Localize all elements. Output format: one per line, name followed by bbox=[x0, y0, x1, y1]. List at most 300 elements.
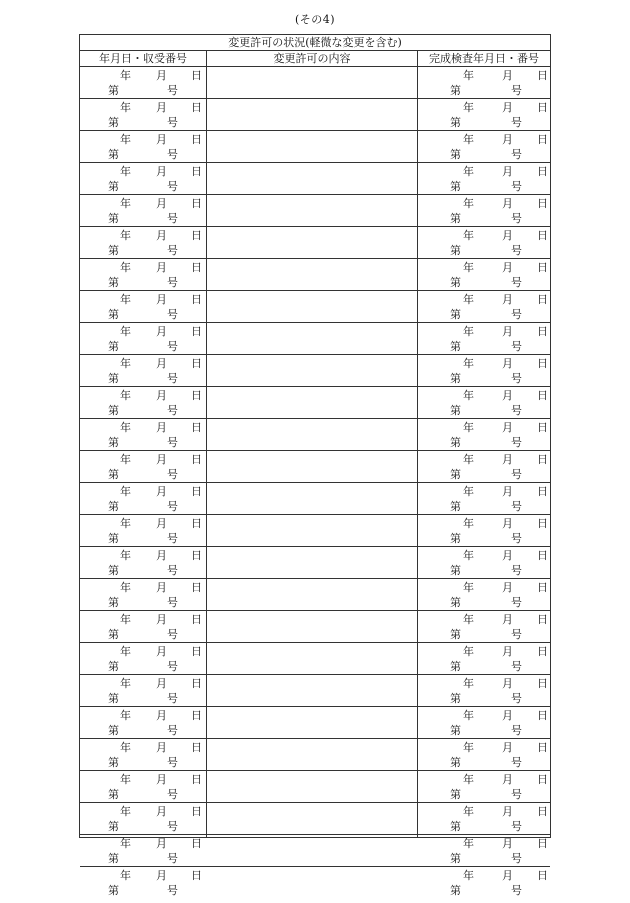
left-day-label: 日 bbox=[191, 229, 202, 242]
right-day-label: 日 bbox=[537, 869, 548, 882]
right-month-label: 月 bbox=[502, 133, 513, 146]
left-number-suffix: 号 bbox=[167, 884, 178, 897]
table-row bbox=[80, 707, 550, 739]
right-number-prefix: 第 bbox=[450, 756, 461, 769]
left-month-label: 月 bbox=[156, 709, 167, 722]
left-month-label: 月 bbox=[156, 549, 167, 562]
right-year-label: 年 bbox=[463, 133, 474, 146]
right-month-label: 月 bbox=[502, 549, 513, 562]
left-number-suffix: 号 bbox=[167, 180, 178, 193]
left-day-label: 日 bbox=[191, 133, 202, 146]
left-year-label: 年 bbox=[120, 805, 131, 818]
left-month-label: 月 bbox=[156, 133, 167, 146]
right-day-label: 日 bbox=[537, 485, 548, 498]
left-day-label: 日 bbox=[191, 389, 202, 402]
left-month-label: 月 bbox=[156, 421, 167, 434]
table-row bbox=[80, 419, 550, 451]
change-permit-table bbox=[79, 34, 551, 897]
right-month-label: 月 bbox=[502, 293, 513, 306]
right-month-label: 月 bbox=[502, 229, 513, 242]
right-day-label: 日 bbox=[537, 581, 548, 594]
left-month-label: 月 bbox=[156, 677, 167, 690]
left-day-label: 日 bbox=[191, 485, 202, 498]
table-title: 変更許可の状況(軽微な変更を含む) bbox=[80, 35, 550, 51]
left-month-label: 月 bbox=[156, 293, 167, 306]
left-month-label: 月 bbox=[156, 229, 167, 242]
right-year-label: 年 bbox=[463, 69, 474, 82]
change-content-cell[interactable] bbox=[208, 355, 416, 386]
change-content-cell[interactable] bbox=[208, 771, 416, 802]
right-number-suffix: 号 bbox=[511, 404, 522, 417]
right-number-prefix: 第 bbox=[450, 788, 461, 801]
change-content-cell[interactable] bbox=[208, 195, 416, 226]
left-number-prefix: 第 bbox=[108, 884, 119, 897]
right-year-label: 年 bbox=[463, 485, 474, 498]
left-year-label: 年 bbox=[120, 645, 131, 658]
right-number-prefix: 第 bbox=[450, 884, 461, 897]
left-number-prefix: 第 bbox=[108, 756, 119, 769]
table-row bbox=[80, 355, 550, 387]
left-day-label: 日 bbox=[191, 805, 202, 818]
left-number-prefix: 第 bbox=[108, 820, 119, 833]
left-year-label: 年 bbox=[120, 389, 131, 402]
left-number-prefix: 第 bbox=[108, 628, 119, 641]
left-number-prefix: 第 bbox=[108, 308, 119, 321]
right-day-label: 日 bbox=[537, 517, 548, 530]
left-year-label: 年 bbox=[120, 869, 131, 882]
left-number-suffix: 号 bbox=[167, 276, 178, 289]
right-month-label: 月 bbox=[502, 325, 513, 338]
left-day-label: 日 bbox=[191, 293, 202, 306]
right-number-suffix: 号 bbox=[511, 724, 522, 737]
left-day-label: 日 bbox=[191, 741, 202, 754]
left-number-suffix: 号 bbox=[167, 244, 178, 257]
right-number-prefix: 第 bbox=[450, 116, 461, 129]
left-day-label: 日 bbox=[191, 357, 202, 370]
right-day-label: 日 bbox=[537, 101, 548, 114]
right-month-label: 月 bbox=[502, 709, 513, 722]
left-year-label: 年 bbox=[120, 133, 131, 146]
right-number-prefix: 第 bbox=[450, 308, 461, 321]
right-month-label: 月 bbox=[502, 741, 513, 754]
left-month-label: 月 bbox=[156, 517, 167, 530]
right-month-label: 月 bbox=[502, 613, 513, 626]
right-year-label: 年 bbox=[463, 453, 474, 466]
right-day-label: 日 bbox=[537, 165, 548, 178]
table-row bbox=[80, 227, 550, 259]
right-number-prefix: 第 bbox=[450, 596, 461, 609]
left-day-label: 日 bbox=[191, 165, 202, 178]
change-content-cell[interactable] bbox=[208, 675, 416, 706]
table-row bbox=[80, 611, 550, 643]
right-month-label: 月 bbox=[502, 805, 513, 818]
right-day-label: 日 bbox=[537, 613, 548, 626]
right-number-prefix: 第 bbox=[450, 628, 461, 641]
change-content-cell[interactable] bbox=[208, 579, 416, 610]
left-number-prefix: 第 bbox=[108, 212, 119, 225]
left-number-suffix: 号 bbox=[167, 564, 178, 577]
left-day-label: 日 bbox=[191, 549, 202, 562]
left-number-suffix: 号 bbox=[167, 724, 178, 737]
left-day-label: 日 bbox=[191, 581, 202, 594]
change-content-cell[interactable] bbox=[208, 835, 416, 866]
right-number-prefix: 第 bbox=[450, 436, 461, 449]
right-number-suffix: 号 bbox=[511, 308, 522, 321]
left-day-label: 日 bbox=[191, 101, 202, 114]
right-number-suffix: 号 bbox=[511, 340, 522, 353]
left-year-label: 年 bbox=[120, 709, 131, 722]
left-number-prefix: 第 bbox=[108, 468, 119, 481]
left-year-label: 年 bbox=[120, 101, 131, 114]
table-row bbox=[80, 643, 550, 675]
change-content-cell[interactable] bbox=[208, 131, 416, 162]
left-day-label: 日 bbox=[191, 69, 202, 82]
right-day-label: 日 bbox=[537, 773, 548, 786]
right-day-label: 日 bbox=[537, 69, 548, 82]
right-day-label: 日 bbox=[537, 837, 548, 850]
right-number-suffix: 号 bbox=[511, 468, 522, 481]
right-number-suffix: 号 bbox=[511, 596, 522, 609]
left-number-suffix: 号 bbox=[167, 692, 178, 705]
left-number-prefix: 第 bbox=[108, 500, 119, 513]
left-number-suffix: 号 bbox=[167, 148, 178, 161]
left-number-suffix: 号 bbox=[167, 788, 178, 801]
right-month-label: 月 bbox=[502, 101, 513, 114]
left-number-prefix: 第 bbox=[108, 660, 119, 673]
right-year-label: 年 bbox=[463, 549, 474, 562]
change-content-cell[interactable] bbox=[208, 739, 416, 770]
right-number-prefix: 第 bbox=[450, 724, 461, 737]
table-row bbox=[80, 291, 550, 323]
left-year-label: 年 bbox=[120, 613, 131, 626]
left-day-label: 日 bbox=[191, 613, 202, 626]
left-number-suffix: 号 bbox=[167, 660, 178, 673]
header-date-receipt-number: 年月日・収受番号 bbox=[99, 52, 187, 65]
right-year-label: 年 bbox=[463, 581, 474, 594]
right-year-label: 年 bbox=[463, 709, 474, 722]
right-number-suffix: 号 bbox=[511, 660, 522, 673]
right-year-label: 年 bbox=[463, 869, 474, 882]
left-year-label: 年 bbox=[120, 677, 131, 690]
left-number-suffix: 号 bbox=[167, 212, 178, 225]
header-change-content: 変更許可の内容 bbox=[273, 52, 351, 65]
right-year-label: 年 bbox=[463, 165, 474, 178]
left-number-suffix: 号 bbox=[167, 340, 178, 353]
right-month-label: 月 bbox=[502, 165, 513, 178]
right-number-prefix: 第 bbox=[450, 84, 461, 97]
left-year-label: 年 bbox=[120, 741, 131, 754]
left-number-prefix: 第 bbox=[108, 372, 119, 385]
left-day-label: 日 bbox=[191, 197, 202, 210]
change-content-cell[interactable] bbox=[208, 99, 416, 130]
right-number-suffix: 号 bbox=[511, 84, 522, 97]
table-row bbox=[80, 387, 550, 419]
right-number-prefix: 第 bbox=[450, 660, 461, 673]
right-year-label: 年 bbox=[463, 517, 474, 530]
change-content-cell[interactable] bbox=[208, 547, 416, 578]
left-day-label: 日 bbox=[191, 517, 202, 530]
table-row bbox=[80, 771, 550, 803]
right-day-label: 日 bbox=[537, 421, 548, 434]
table-header-row bbox=[80, 51, 550, 67]
right-day-label: 日 bbox=[537, 197, 548, 210]
change-content-cell[interactable] bbox=[208, 451, 416, 482]
left-number-prefix: 第 bbox=[108, 724, 119, 737]
left-year-label: 年 bbox=[120, 549, 131, 562]
right-number-suffix: 号 bbox=[511, 628, 522, 641]
left-day-label: 日 bbox=[191, 645, 202, 658]
change-content-cell[interactable] bbox=[208, 387, 416, 418]
table-row bbox=[80, 323, 550, 355]
left-year-label: 年 bbox=[120, 485, 131, 498]
right-day-label: 日 bbox=[537, 741, 548, 754]
left-year-label: 年 bbox=[120, 517, 131, 530]
right-year-label: 年 bbox=[463, 645, 474, 658]
left-month-label: 月 bbox=[156, 69, 167, 82]
right-year-label: 年 bbox=[463, 197, 474, 210]
right-number-suffix: 号 bbox=[511, 884, 522, 897]
left-month-label: 月 bbox=[156, 773, 167, 786]
right-day-label: 日 bbox=[537, 133, 548, 146]
table-row bbox=[80, 515, 550, 547]
right-number-prefix: 第 bbox=[450, 148, 461, 161]
change-content-cell[interactable] bbox=[208, 707, 416, 738]
right-number-prefix: 第 bbox=[450, 500, 461, 513]
left-month-label: 月 bbox=[156, 357, 167, 370]
right-month-label: 月 bbox=[502, 357, 513, 370]
right-month-label: 月 bbox=[502, 485, 513, 498]
left-number-prefix: 第 bbox=[108, 148, 119, 161]
left-year-label: 年 bbox=[120, 453, 131, 466]
table-row bbox=[80, 483, 550, 515]
change-content-cell[interactable] bbox=[208, 259, 416, 290]
table-row bbox=[80, 163, 550, 195]
table-row bbox=[80, 579, 550, 611]
right-month-label: 月 bbox=[502, 837, 513, 850]
right-number-suffix: 号 bbox=[511, 180, 522, 193]
left-month-label: 月 bbox=[156, 453, 167, 466]
right-number-prefix: 第 bbox=[450, 532, 461, 545]
left-number-prefix: 第 bbox=[108, 84, 119, 97]
right-year-label: 年 bbox=[463, 357, 474, 370]
table-row bbox=[80, 867, 550, 898]
right-day-label: 日 bbox=[537, 325, 548, 338]
change-content-cell[interactable] bbox=[208, 163, 416, 194]
left-year-label: 年 bbox=[120, 581, 131, 594]
change-content-cell[interactable] bbox=[208, 611, 416, 642]
left-month-label: 月 bbox=[156, 261, 167, 274]
right-day-label: 日 bbox=[537, 261, 548, 274]
change-content-cell[interactable] bbox=[208, 323, 416, 354]
left-day-label: 日 bbox=[191, 421, 202, 434]
change-content-cell[interactable] bbox=[208, 67, 416, 98]
right-day-label: 日 bbox=[537, 805, 548, 818]
table-body bbox=[80, 67, 550, 898]
left-number-prefix: 第 bbox=[108, 564, 119, 577]
left-year-label: 年 bbox=[120, 165, 131, 178]
left-number-prefix: 第 bbox=[108, 436, 119, 449]
right-number-prefix: 第 bbox=[450, 468, 461, 481]
right-day-label: 日 bbox=[537, 549, 548, 562]
right-year-label: 年 bbox=[463, 677, 474, 690]
left-year-label: 年 bbox=[120, 69, 131, 82]
left-number-prefix: 第 bbox=[108, 532, 119, 545]
right-month-label: 月 bbox=[502, 517, 513, 530]
right-number-prefix: 第 bbox=[450, 564, 461, 577]
left-year-label: 年 bbox=[120, 197, 131, 210]
left-year-label: 年 bbox=[120, 261, 131, 274]
right-number-suffix: 号 bbox=[511, 852, 522, 865]
left-day-label: 日 bbox=[191, 709, 202, 722]
left-year-label: 年 bbox=[120, 293, 131, 306]
table-row bbox=[80, 131, 550, 163]
right-number-prefix: 第 bbox=[450, 692, 461, 705]
left-day-label: 日 bbox=[191, 773, 202, 786]
table-row bbox=[80, 99, 550, 131]
left-number-suffix: 号 bbox=[167, 628, 178, 641]
left-number-prefix: 第 bbox=[108, 180, 119, 193]
left-month-label: 月 bbox=[156, 165, 167, 178]
left-month-label: 月 bbox=[156, 581, 167, 594]
left-number-prefix: 第 bbox=[108, 788, 119, 801]
change-content-cell[interactable] bbox=[208, 291, 416, 322]
right-year-label: 年 bbox=[463, 741, 474, 754]
left-number-suffix: 号 bbox=[167, 372, 178, 385]
table-row bbox=[80, 835, 550, 867]
left-day-label: 日 bbox=[191, 837, 202, 850]
left-number-prefix: 第 bbox=[108, 596, 119, 609]
right-year-label: 年 bbox=[463, 325, 474, 338]
table-row bbox=[80, 739, 550, 771]
right-day-label: 日 bbox=[537, 357, 548, 370]
right-number-prefix: 第 bbox=[450, 852, 461, 865]
change-content-cell[interactable] bbox=[208, 419, 416, 450]
left-number-suffix: 号 bbox=[167, 308, 178, 321]
table-row bbox=[80, 195, 550, 227]
right-number-prefix: 第 bbox=[450, 276, 461, 289]
left-month-label: 月 bbox=[156, 805, 167, 818]
right-number-prefix: 第 bbox=[450, 340, 461, 353]
right-year-label: 年 bbox=[463, 805, 474, 818]
right-number-suffix: 号 bbox=[511, 244, 522, 257]
right-day-label: 日 bbox=[537, 389, 548, 402]
table-row bbox=[80, 547, 550, 579]
left-year-label: 年 bbox=[120, 837, 131, 850]
change-content-cell[interactable] bbox=[208, 803, 416, 834]
left-year-label: 年 bbox=[120, 421, 131, 434]
right-day-label: 日 bbox=[537, 709, 548, 722]
left-number-suffix: 号 bbox=[167, 596, 178, 609]
right-month-label: 月 bbox=[502, 389, 513, 402]
right-number-prefix: 第 bbox=[450, 372, 461, 385]
left-number-suffix: 号 bbox=[167, 756, 178, 769]
left-month-label: 月 bbox=[156, 741, 167, 754]
right-number-prefix: 第 bbox=[450, 244, 461, 257]
right-year-label: 年 bbox=[463, 773, 474, 786]
left-day-label: 日 bbox=[191, 869, 202, 882]
left-number-suffix: 号 bbox=[167, 116, 178, 129]
left-month-label: 月 bbox=[156, 645, 167, 658]
right-month-label: 月 bbox=[502, 773, 513, 786]
table-row bbox=[80, 675, 550, 707]
right-number-prefix: 第 bbox=[450, 404, 461, 417]
table-row bbox=[80, 259, 550, 291]
left-year-label: 年 bbox=[120, 357, 131, 370]
change-content-cell[interactable] bbox=[208, 483, 416, 514]
left-month-label: 月 bbox=[156, 485, 167, 498]
left-number-suffix: 号 bbox=[167, 500, 178, 513]
right-year-label: 年 bbox=[463, 229, 474, 242]
right-number-prefix: 第 bbox=[450, 820, 461, 833]
left-number-suffix: 号 bbox=[167, 820, 178, 833]
table-row bbox=[80, 803, 550, 835]
table-row bbox=[80, 451, 550, 483]
right-month-label: 月 bbox=[502, 677, 513, 690]
right-month-label: 月 bbox=[502, 261, 513, 274]
change-content-cell[interactable] bbox=[208, 227, 416, 258]
change-content-cell[interactable] bbox=[208, 643, 416, 674]
left-month-label: 月 bbox=[156, 389, 167, 402]
right-number-suffix: 号 bbox=[511, 788, 522, 801]
right-year-label: 年 bbox=[463, 293, 474, 306]
left-year-label: 年 bbox=[120, 229, 131, 242]
right-year-label: 年 bbox=[463, 389, 474, 402]
right-month-label: 月 bbox=[502, 869, 513, 882]
left-number-prefix: 第 bbox=[108, 244, 119, 257]
right-month-label: 月 bbox=[502, 645, 513, 658]
right-number-suffix: 号 bbox=[511, 276, 522, 289]
left-number-prefix: 第 bbox=[108, 692, 119, 705]
right-day-label: 日 bbox=[537, 229, 548, 242]
left-month-label: 月 bbox=[156, 613, 167, 626]
change-content-cell[interactable] bbox=[208, 515, 416, 546]
left-day-label: 日 bbox=[191, 453, 202, 466]
left-number-prefix: 第 bbox=[108, 852, 119, 865]
right-number-suffix: 号 bbox=[511, 212, 522, 225]
right-number-suffix: 号 bbox=[511, 532, 522, 545]
right-number-suffix: 号 bbox=[511, 692, 522, 705]
left-day-label: 日 bbox=[191, 325, 202, 338]
left-number-suffix: 号 bbox=[167, 404, 178, 417]
right-month-label: 月 bbox=[502, 69, 513, 82]
right-number-suffix: 号 bbox=[511, 116, 522, 129]
right-month-label: 月 bbox=[502, 453, 513, 466]
right-year-label: 年 bbox=[463, 261, 474, 274]
right-year-label: 年 bbox=[463, 837, 474, 850]
left-day-label: 日 bbox=[191, 261, 202, 274]
header-inspection-date-number: 完成検査年月日・番号 bbox=[429, 52, 539, 65]
table-row bbox=[80, 67, 550, 99]
right-number-prefix: 第 bbox=[450, 212, 461, 225]
left-number-suffix: 号 bbox=[167, 84, 178, 97]
left-day-label: 日 bbox=[191, 677, 202, 690]
right-number-suffix: 号 bbox=[511, 756, 522, 769]
left-month-label: 月 bbox=[156, 197, 167, 210]
left-number-prefix: 第 bbox=[108, 404, 119, 417]
left-number-prefix: 第 bbox=[108, 116, 119, 129]
right-number-suffix: 号 bbox=[511, 372, 522, 385]
right-year-label: 年 bbox=[463, 101, 474, 114]
right-day-label: 日 bbox=[537, 293, 548, 306]
left-year-label: 年 bbox=[120, 325, 131, 338]
left-number-suffix: 号 bbox=[167, 468, 178, 481]
left-month-label: 月 bbox=[156, 101, 167, 114]
right-number-suffix: 号 bbox=[511, 564, 522, 577]
left-month-label: 月 bbox=[156, 837, 167, 850]
change-content-cell[interactable] bbox=[208, 867, 416, 898]
left-year-label: 年 bbox=[120, 773, 131, 786]
right-month-label: 月 bbox=[502, 581, 513, 594]
